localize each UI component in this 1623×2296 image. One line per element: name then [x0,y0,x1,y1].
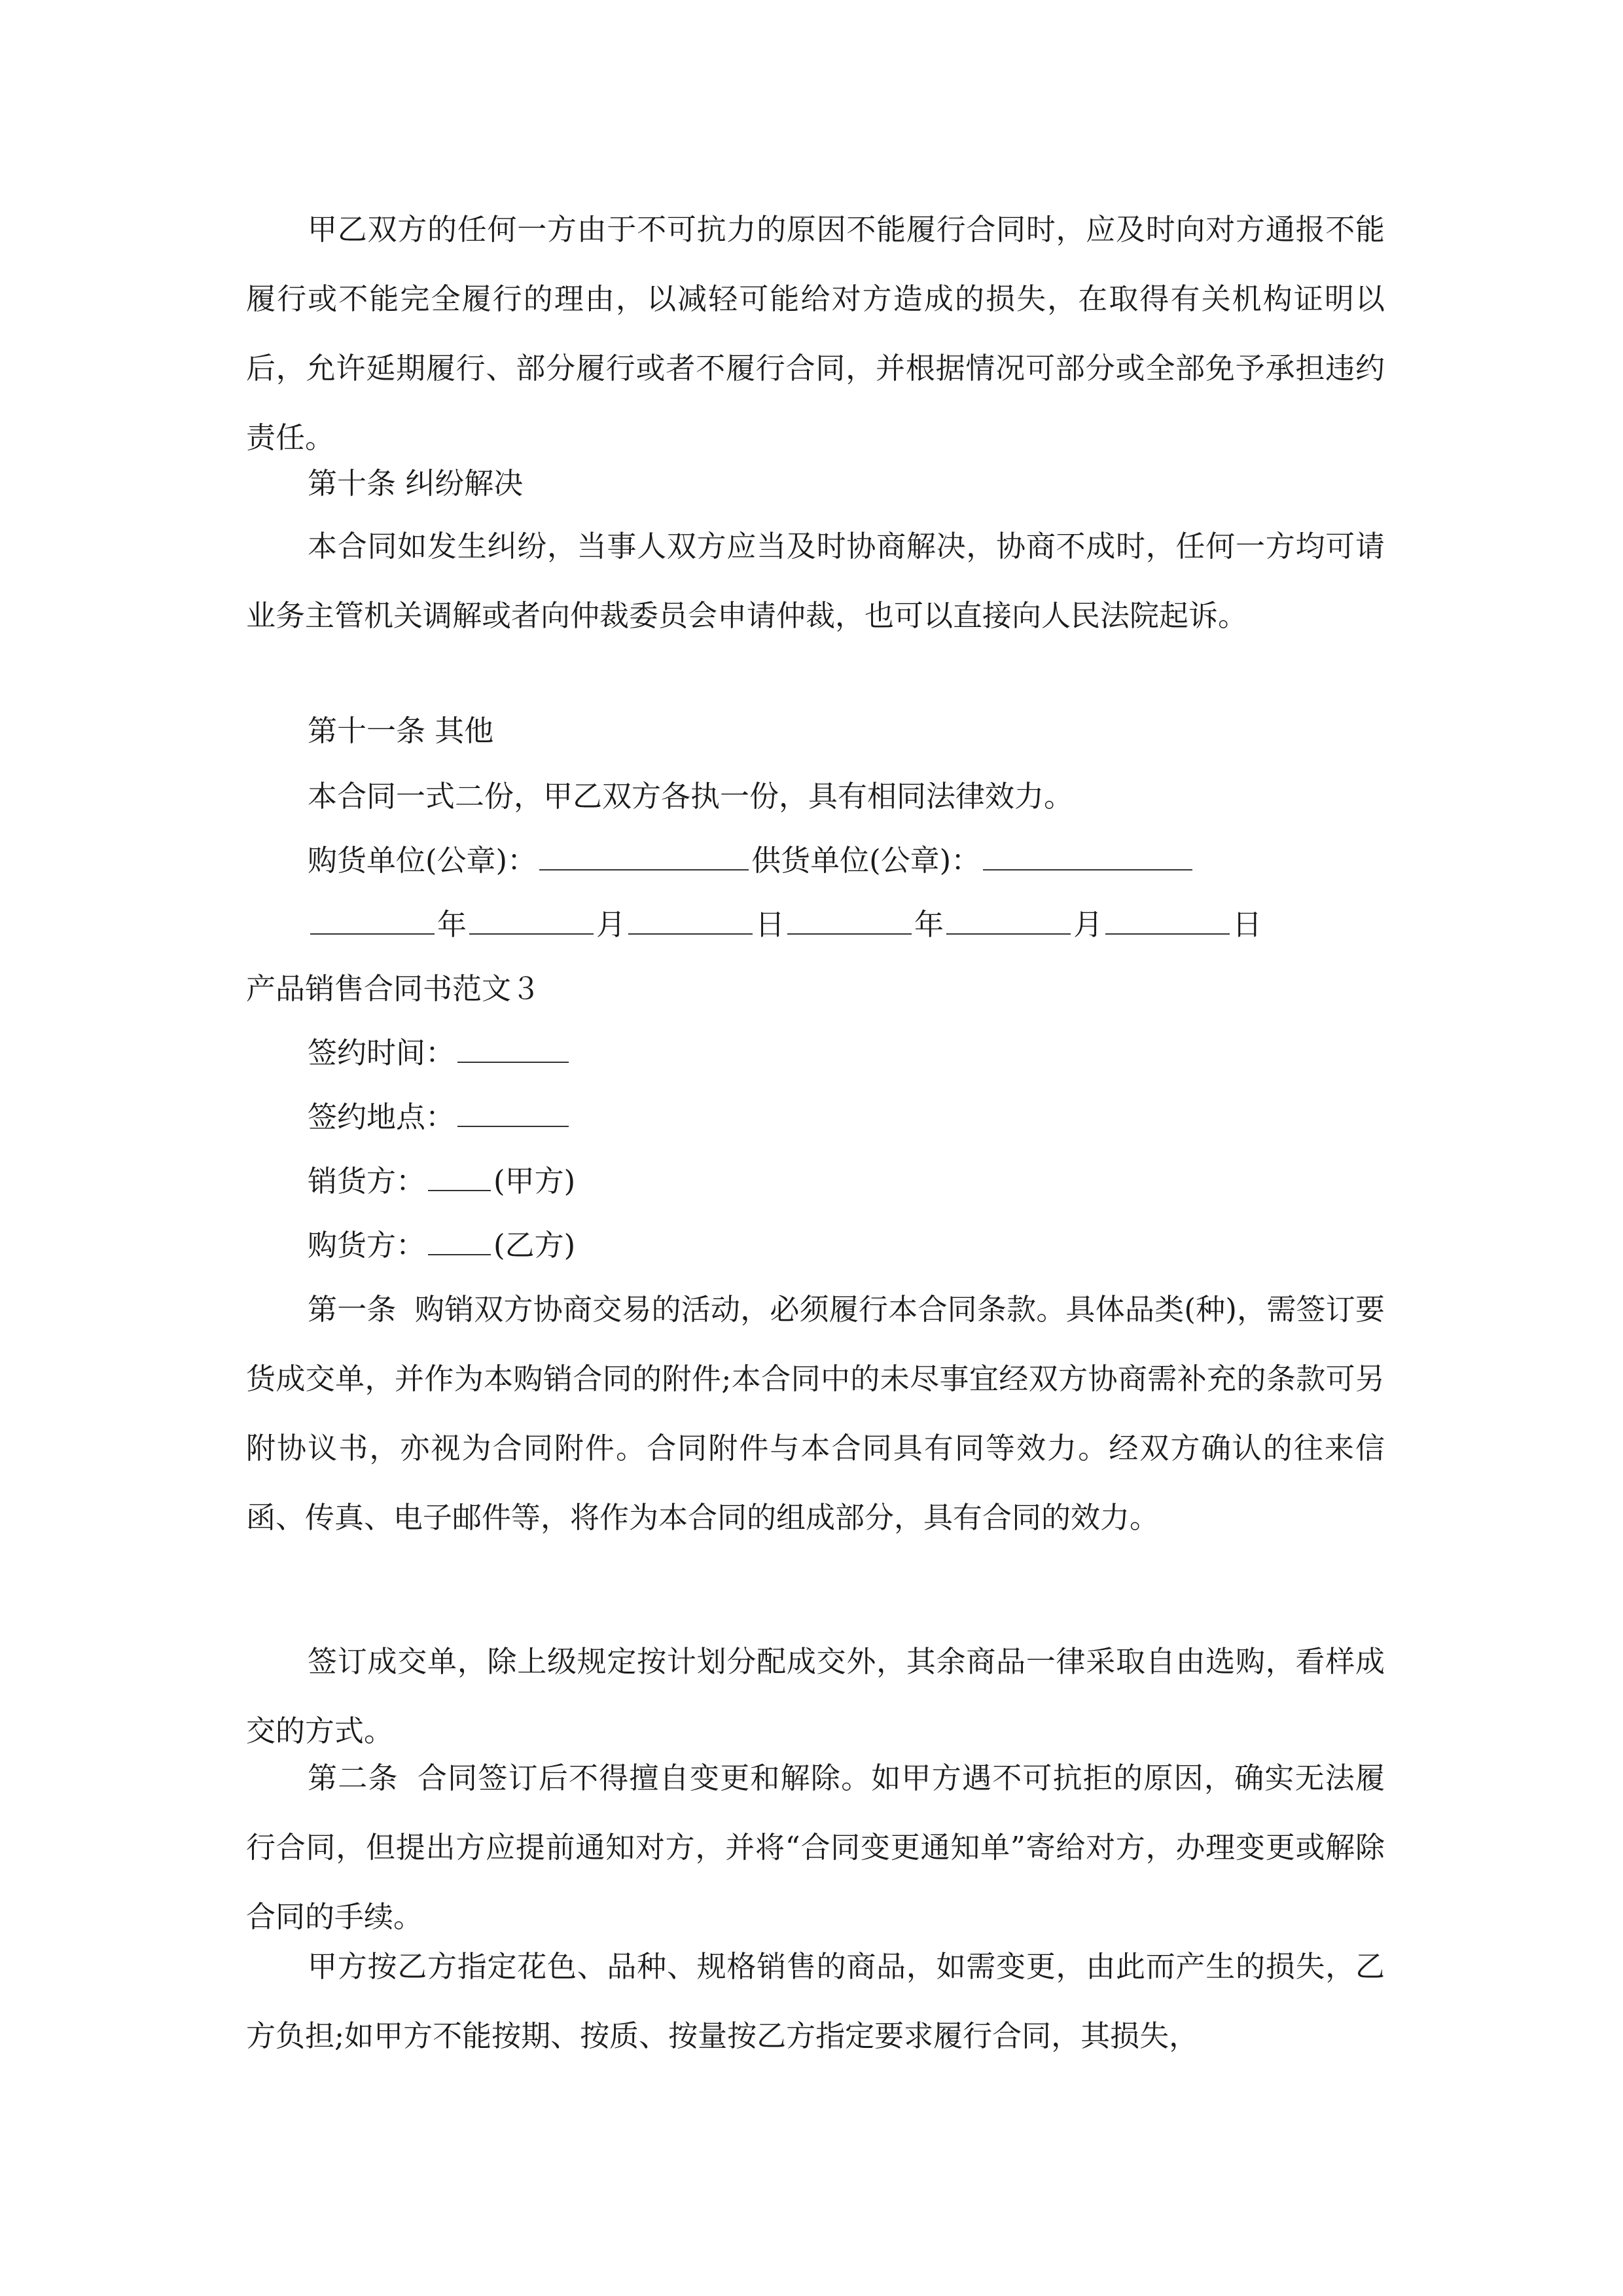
article-1b-paragraph: 签订成交单，除上级规定按计划分配成交外，其余商品一律采取自由选购，看样成交的方式。 [246,1644,1385,1748]
force-majeure-paragraph: 甲乙双方的任何一方由于不可抗力的原因不能履行合同时，应及时向对方通报不能履行或不能完全履行的理由，以减轻可能给对方造成的损失，在取得有关机构证明以后，允许延期履行、部分履行或者不履行合同，并根据情况可部分或全部免予承担违约责任。 [246,212,1385,455]
buyer-day-label: 日 [755,907,785,942]
article-11-title: 第十一条 其他 [308,713,494,748]
buyer-year-label: 年 [437,907,467,942]
buyer-seal-label: 购货单位(公章)： [308,843,537,878]
buyer-day-blank[interactable] [628,911,753,935]
seller-seal-blank[interactable] [983,847,1192,870]
buyer-party: (乙方) [493,1228,576,1263]
article-1-text: 购销双方协商交易的活动，必须履行本合同条款。具体品类(种)，需签订要货成交单，并作为本购销合同的附件;本合同中的未尽事宜经双方协商需补充的条款可另附协议书，亦视为合同附件。合同附件与本合同具有同等效力。经双方确认的往来信函、传真、电子邮件等，将作为本合同的组成部分，具有合同的效力。 [246,1292,1385,1535]
buyer-label: 购货方： [308,1228,426,1263]
seller-label: 销货方： [308,1164,426,1198]
article-2-paragraph [246,1744,1385,1952]
buyer-month-label: 月 [596,907,626,942]
seller-seal-label: 供货单位(公章)： [751,843,981,878]
seller-month-blank[interactable] [946,911,1071,935]
sign-time-blank[interactable] [457,1039,569,1063]
article-2b-paragraph: 甲方按乙方指定花色、品种、规格销售的商品，如需变更，由此而产生的损失，乙方负担;如甲方不能按期、按质、按量按乙方指定要求履行合同，其损失， [246,1949,1385,2053]
section-title: 产品销售合同书范文３ [246,971,541,1006]
buyer-month-blank[interactable] [469,911,594,935]
buyer-blank[interactable] [428,1232,491,1255]
article-10-paragraph: 本合同如发生纠纷，当事人双方应当及时协商解决，协商不成时，任何一方均可请业务主管机关调解或者向仲裁委员会申请仲裁，也可以直接向人民法院起诉。 [246,529,1385,633]
seller-year-blank[interactable] [787,911,912,935]
buyer-seal-blank[interactable] [539,847,749,870]
article-2-text: 合同签订后不得擅自变更和解除。如甲方遇不可抗拒的原因，确实无法履行合同，但提出方应提前通知对方，并将“合同变更通知单”寄给对方，办理变更或解除合同的手续。 [246,1761,1385,1934]
article-1-title: 第一条 [308,1292,397,1327]
buyer-year-blank[interactable] [310,911,435,935]
date-line [308,890,1262,960]
sign-time-line [308,1018,571,1088]
seller-line [308,1147,575,1216]
sign-place-blank[interactable] [457,1103,569,1127]
buyer-line [308,1211,575,1280]
article-11-paragraph: 本合同一式二份，甲乙双方各执一份，具有相同法律效力。 [308,779,1074,814]
sign-time-label: 签约时间： [308,1035,455,1070]
seal-line [308,826,1195,895]
sign-place-label: 签约地点： [308,1100,455,1134]
sign-place-line [308,1083,571,1152]
seller-day-blank[interactable] [1105,911,1230,935]
seller-day-label: 日 [1232,907,1262,942]
seller-party: (甲方) [493,1164,576,1198]
article-10-title: 第十条 纠纷解决 [308,466,524,501]
seller-blank[interactable] [428,1168,491,1191]
seller-month-label: 月 [1073,907,1103,942]
article-1-paragraph [246,1275,1385,1552]
article-2-title: 第二条 [308,1761,399,1795]
seller-year-label: 年 [914,907,944,942]
